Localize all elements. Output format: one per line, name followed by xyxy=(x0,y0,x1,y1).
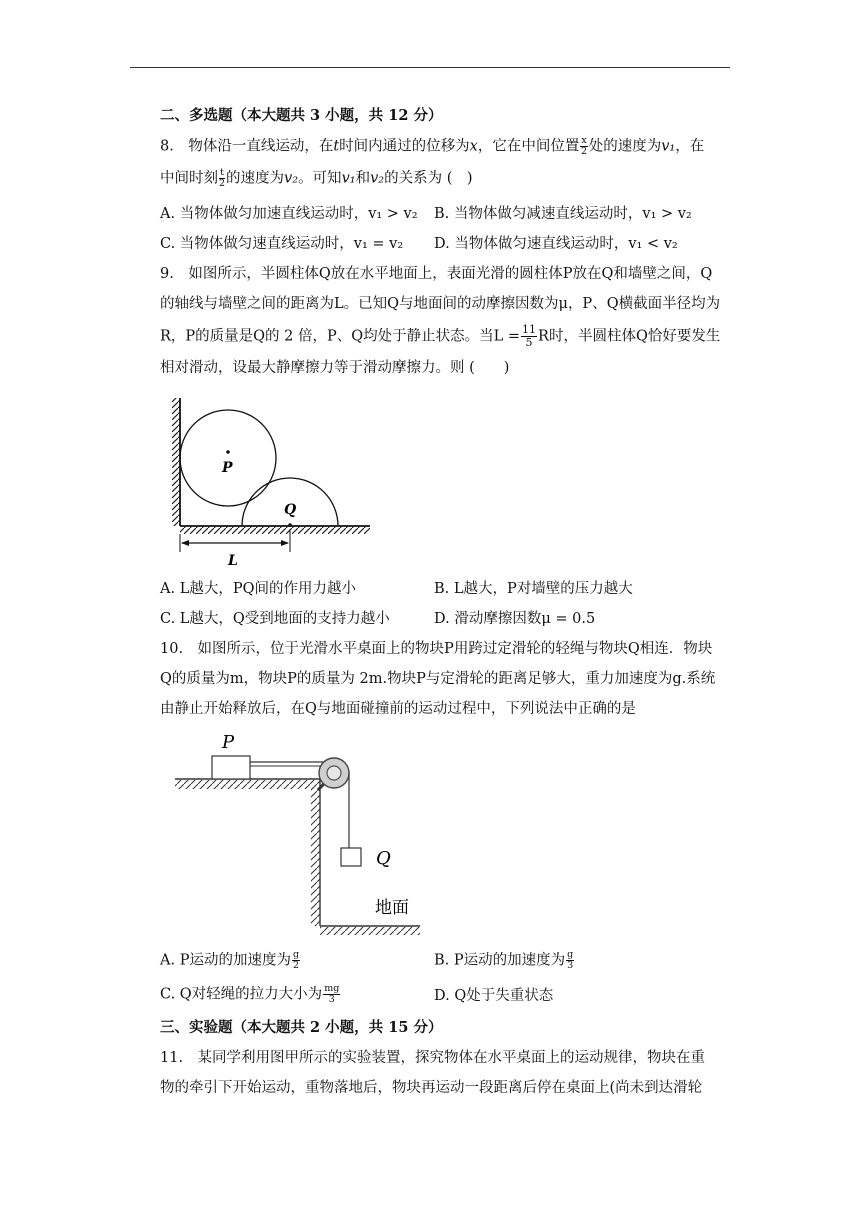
q9-line-1: 9. 如图所示，半圆柱体Q放在水平地面上，表面光滑的圆柱体P放在Q和墙壁之间，Q xyxy=(160,266,713,282)
cylinder-p-center xyxy=(226,450,230,454)
half-cylinder-q-label: Q xyxy=(284,502,297,518)
q9-line-2: 的轴线与墙壁之间的距离为L。已知Q与地面间的动摩擦因数为μ，P、Q横截面半径均为 xyxy=(160,296,721,312)
section-heading-multiple-choice: 二、多选题（本大题共 3 小题，共 12 分） xyxy=(160,107,443,124)
pulley-hub xyxy=(327,766,341,780)
fraction-t-over-2: $\frac{t}{2}$ xyxy=(219,167,226,189)
q8-option-c[interactable]: C. 当物体做匀速直线运动时，v₁ = v₂ xyxy=(160,236,404,252)
cylinder-p xyxy=(180,410,276,506)
block-q-label: Q xyxy=(376,848,391,869)
q11-line-2: 物的牵引下开始运动，重物落地后，物块再运动一段距离后停在桌面上(尚未到达滑轮 xyxy=(160,1080,703,1096)
q9-option-a[interactable]: A. L越大，PQ间的作用力越小 xyxy=(160,581,356,597)
table xyxy=(175,779,320,926)
ground-label: 地面 xyxy=(375,898,409,918)
block-p-label: P xyxy=(222,732,235,753)
q10-option-d[interactable]: D. Q处于失重状态 xyxy=(434,988,554,1004)
dimension-l-label: L xyxy=(228,553,238,569)
q8-option-d[interactable]: D. 当物体做匀速直线运动时，v₁ < v₂ xyxy=(434,236,678,252)
q10-figure xyxy=(170,728,430,938)
q10-option-c[interactable]: C. Q对轻绳的拉力大小为 $\frac{mg}{3}$ xyxy=(160,983,340,1005)
q10-line-3: 由静止开始释放后，在Q与地面碰撞前的运动过程中，下列说法中正确的是 xyxy=(160,701,636,717)
q9-option-b[interactable]: B. L越大，P对墙壁的压力越大 xyxy=(434,581,633,597)
block-q xyxy=(341,848,361,866)
q10-option-a[interactable]: A. P运动的加速度为 $\frac{g}{2}$ xyxy=(160,949,300,971)
top-rule xyxy=(130,67,730,68)
fraction-g-over-3: $\frac{g}{3}$ xyxy=(567,949,574,971)
q8-option-b[interactable]: B. 当物体做匀减速直线运动时，v₁ > v₂ xyxy=(434,206,692,222)
q9-option-d[interactable]: D. 滑动摩擦因数μ = 0.5 xyxy=(434,611,596,627)
q8-line-1: 8. 物体沿一直线运动，在t时间内通过的位移为x，它在中间位置 $\frac{x}{2}$ 处的速度为v₁，在 xyxy=(160,135,705,157)
fraction-11-over-5: $\frac{11}{5}$ xyxy=(522,323,537,349)
wall xyxy=(172,398,180,526)
q8-line-2: 中间时刻 $\frac{t}{2}$ 的速度为v₂。可知v₁和v₂的关系为 ( ) xyxy=(160,167,473,189)
floor xyxy=(180,526,370,534)
block-p xyxy=(212,756,250,779)
q11-line-1: 11. 某同学利用图甲所示的实验装置，探究物体在水平桌面上的运动规律，物块在重 xyxy=(160,1050,706,1066)
section-heading-experiment: 三、实验题（本大题共 2 小题，共 15 分） xyxy=(160,1019,443,1036)
q8-option-a[interactable]: A. 当物体做匀加速直线运动时，v₁ > v₂ xyxy=(160,206,418,222)
q9-line-3: R，P的质量是Q的 2 倍，P、Q均处于静止状态。当L = $\frac{11}{5}$ R时，半圆柱体Q恰好要发生 xyxy=(160,323,721,349)
q9-figure xyxy=(160,390,390,570)
q9-line-4: 相对滑动，设最大静摩擦力等于滑动摩擦力。则 ( ) xyxy=(160,360,510,376)
cylinder-p-label: P xyxy=(222,460,233,476)
half-cylinder-q-center xyxy=(288,523,292,527)
fraction-mg-over-3: $\frac{mg}{3}$ xyxy=(324,983,340,1005)
fraction-x-over-2: $\frac{x}{2}$ xyxy=(581,135,588,157)
ground xyxy=(320,926,420,935)
q10-option-b[interactable]: B. P运动的加速度为 $\frac{g}{3}$ xyxy=(434,949,574,971)
fraction-g-over-2: $\frac{g}{2}$ xyxy=(292,949,300,971)
q10-line-1: 10. 如图所示，位于光滑水平桌面上的物块P用跨过定滑轮的轻绳与物块Q相连．物块 xyxy=(160,641,713,657)
q9-option-c[interactable]: C. L越大，Q受到地面的支持力越小 xyxy=(160,611,390,627)
q10-line-2: Q的质量为m，物块P的质量为 2m.物块P与定滑轮的距离足够大，重力加速度为g.系统 xyxy=(160,671,716,687)
